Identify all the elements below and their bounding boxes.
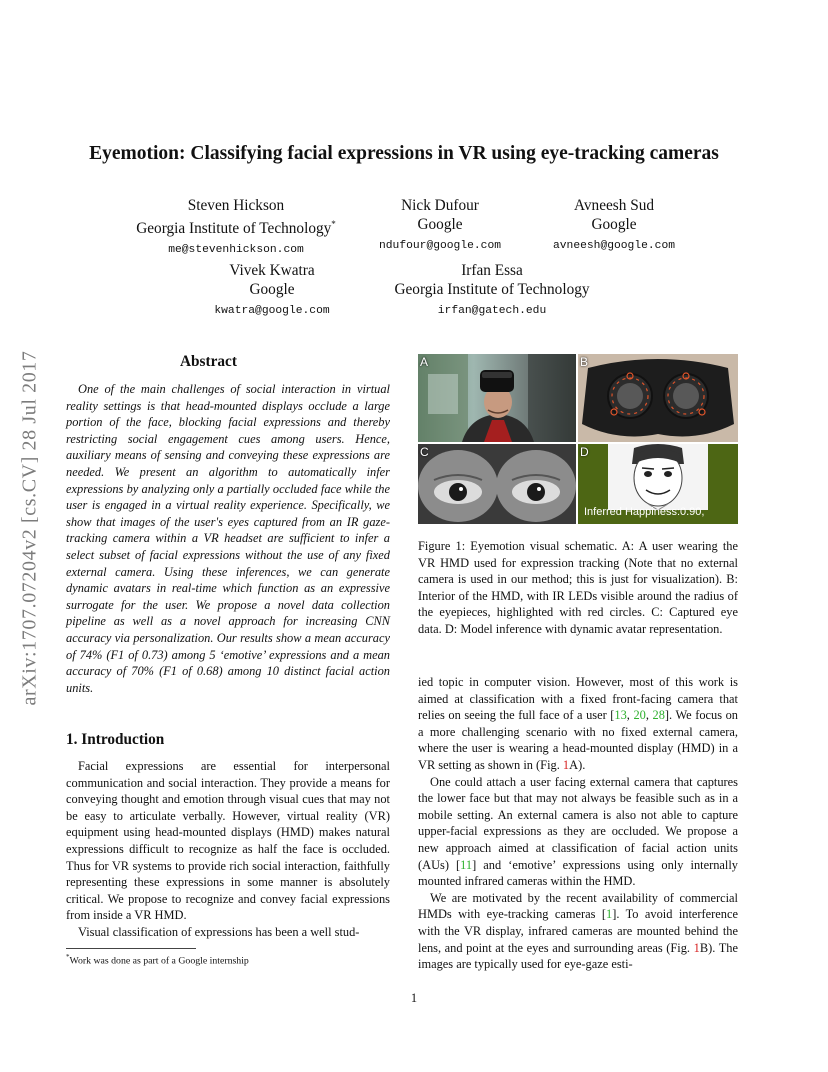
arxiv-stamp: [2, 298, 58, 758]
citation-link[interactable]: 28: [652, 708, 665, 723]
figure-ref-link[interactable]: 1: [562, 757, 570, 772]
intro-paragraph: Facial expressions are essential for interpersonal communication and social interaction. They provide a means for conveying thought and emotion through visual cues that may not be easy to articulate verbally. However, virtual reality (VR) equipment using head-mounted displays (HMD) makes natural expressions difficult to recognize as half the face is occluded. Thus for VR systems to provide rich social interaction, faithfully representing these expressions in some manner is absolutely critical. We propose to recognize and convey facial expressions from inside a VR HMD.: [66, 759, 390, 923]
abstract-text: [66, 381, 390, 696]
figure-panel-d: [578, 444, 738, 524]
hmd-interior-photo: [578, 354, 738, 442]
author-name: Steven Hickson: [187, 197, 285, 214]
footnote: [66, 953, 396, 966]
author-block-essa: [376, 261, 608, 318]
body-paragraph: One could attach a user facing external camera that captures the lower face but that may not always be feasible such as in a mobile setting. An external camera is also not able to capture upper-facial expressions as they are occluded. We propose a new approach aimed at classification of facial action units (AUs) [11] and ‘emotive’ expressions using only internally mounted infrared cameras within the HMD.: [418, 774, 738, 889]
citation-link[interactable]: 13: [614, 708, 627, 723]
citation-link[interactable]: 11: [460, 857, 473, 872]
author-block-dufour: [360, 196, 520, 253]
author-name: Nick Dufour: [401, 197, 479, 214]
inference-overlay-text: Inferred Happiness:0.90,: [584, 506, 705, 518]
body-paragraph: We are motivated by the recent availability of commercial HMDs with eye-tracking cameras [1]. To avoid interference with the VR display, infrared cameras are mounted behind the lens, and point at the eyes and surrounding areas (Fig. 1B). The images are typically used for eye-gaze esti-: [418, 890, 738, 972]
page-number: 1: [410, 991, 418, 1005]
author-affiliation: Georgia Institute of Technology*: [136, 219, 336, 238]
author-name: Irfan Essa: [461, 262, 523, 279]
author-block-sud: [534, 196, 694, 253]
intro-paragraph: Visual classification of expressions has been a well stud-: [78, 924, 360, 939]
figure-1-caption: Figure 1: Eyemotion visual schematic. A: A user wearing the VR HMD used for expression tracking (Note that no external camera is used in our method; this is just for visualization). B: Interior of the HMD, with IR LEDs visible around the radius of the eyepieces, highlighted with red circles. C: Captured eye data. D: Model inference with dynamic avatar representation.: [418, 539, 738, 636]
footnote-mark: *: [66, 953, 70, 961]
author-email: avneesh@google.com: [552, 240, 676, 252]
author-name: Avneesh Sud: [573, 197, 655, 214]
figure-panel-c: [418, 444, 576, 524]
panel-label-a: A: [420, 355, 429, 369]
figure-ref-link[interactable]: 1: [693, 940, 700, 955]
author-email: me@stevenhickson.com: [168, 244, 304, 257]
introduction-body: [66, 758, 390, 941]
footnote-text: Work was done as part of a Google internship: [69, 955, 249, 967]
vr-user-photo: [418, 354, 576, 442]
figure-panel-b: [578, 354, 738, 442]
abstract-paragraph: One of the main challenges of social interaction in virtual reality settings is that head-mounted displays occlude a large portion of the face, blocking facial expressions and thereby restricting social engagement cues among users. Hence, auxiliary means of sensing and conveying these expressions are needed. We present an algorithm to automatically infer expressions by analyzing only a partially occluded face while the user is engaged in a virtual reality experience. Specifically, we show that images of the user's eyes captured from an IR gaze-tracking camera within a VR headset are sufficient to infer a select subset of facial expressions without the use of any fixed external camera. Using these inferences, we can generate dynamic avatars in real-time which function as an expressive surrogate for the user. We propose a novel data collection pipeline as well as a novel approach for increasing CNN accuracy via personalization. Our results show a mean accuracy of 74% (F1 of 0.73) among 5 ‘emotive’ expressions and a mean accuracy of 70% (F1 of 0.68) among 10 distinct facial action units.: [66, 382, 390, 695]
author-block-hickson: [120, 196, 352, 257]
author-affiliation: Google: [591, 216, 637, 233]
citation-link[interactable]: 1: [606, 907, 613, 922]
author-email: irfan@gatech.edu: [437, 305, 547, 317]
section-heading-introduction: 1. Introduction: [66, 731, 165, 748]
figure-1: [418, 354, 738, 524]
author-affiliation: Google: [417, 216, 463, 233]
arxiv-id: arXiv:1707.07204v2 [cs.CV] 28 Jul 2017: [18, 350, 41, 706]
figure-panel-a: [418, 354, 576, 442]
paper-title: Eyemotion: Classifying facial expressions in VR using eye-tracking cameras: [89, 143, 719, 164]
author-affiliation: Georgia Institute of Technology: [394, 281, 590, 298]
author-email: ndufour@google.com: [378, 240, 502, 252]
abstract-heading: Abstract: [180, 353, 237, 370]
author-email: kwatra@google.com: [214, 305, 330, 317]
author-block-kwatra: [192, 261, 352, 318]
panel-label-c: C: [420, 445, 429, 459]
right-column-body: [418, 674, 738, 973]
footnote-divider: [66, 948, 196, 949]
author-name: Vivek Kwatra: [229, 262, 315, 279]
author-affiliation: Google: [249, 281, 295, 298]
body-paragraph: ied topic in computer vision. However, most of this work is aimed at classification with a fixed front-facing camera that relies on seeing the full face of a user [13, 20, 28]. We focus on a more challenging scenario with no fixed external camera, where the user is wearing a head-mounted display (HMD) in a VR setting as shown in (Fig. 1A).: [418, 675, 738, 772]
panel-label-b: B: [580, 355, 589, 369]
citation-link[interactable]: 20: [633, 708, 646, 723]
panel-label-d: D: [580, 445, 589, 459]
eye-camera-images: [418, 444, 576, 524]
